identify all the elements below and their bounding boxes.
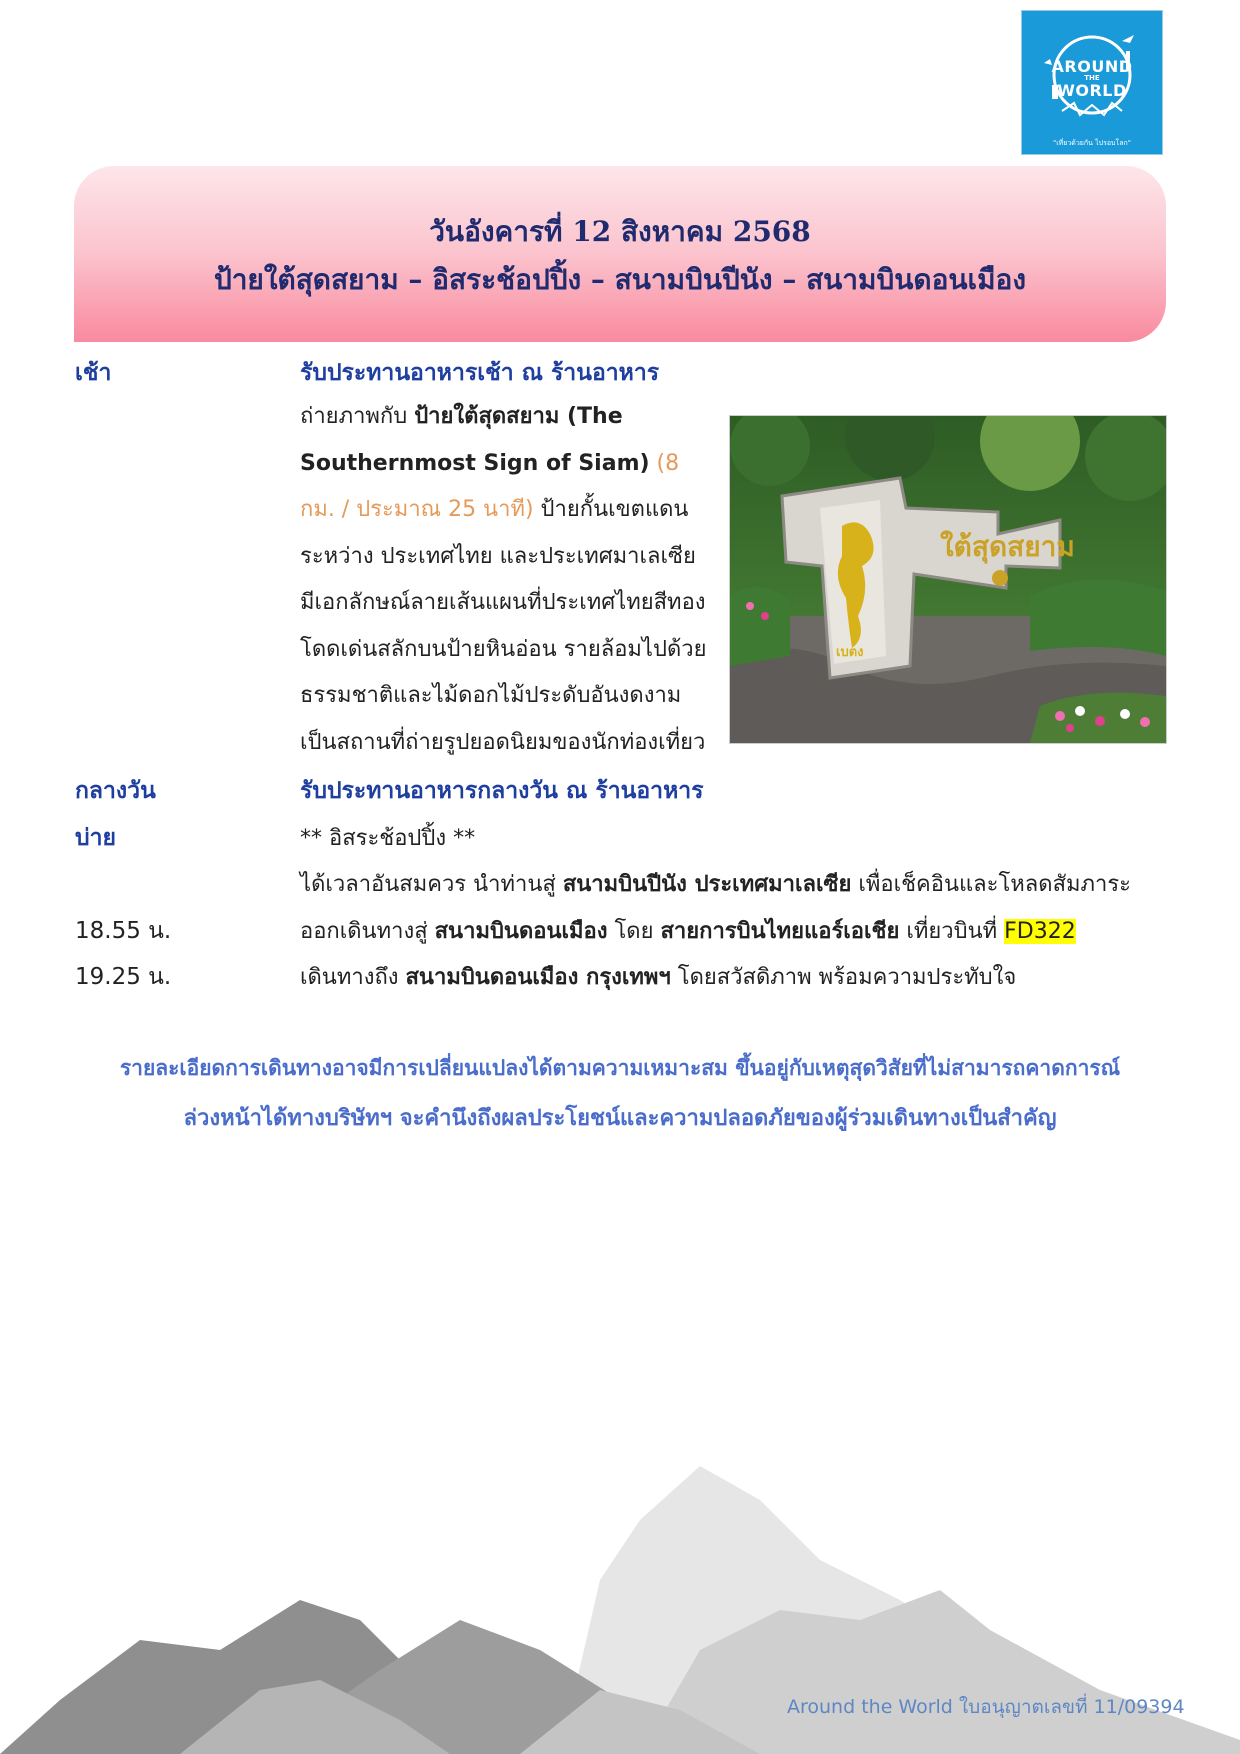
notice-line-1: รายละเอียดการเดินทางอาจมีการเปลี่ยนแปลงได้ตามความเหมาะสม ขึ้นอยู่กับเหตุสุดวิสัยที่ไม่สามารถคาดการณ์ [119, 1056, 1121, 1080]
transfer-pre: ได้เวลาอันสมควร นำท่านสู่ [300, 872, 563, 897]
arrive-pre: เดินทางถึง [300, 965, 406, 990]
depart-airline: สายการบินไทยแอร์เอเชีย [660, 919, 900, 944]
logo-text-world: WORLD [1057, 81, 1127, 100]
logo-text-the: THE [1084, 74, 1100, 82]
depart-line [300, 913, 1076, 948]
depart-flight-pre: เที่ยวบินที่ [899, 919, 1005, 944]
flight-number-highlight: FD322 [1004, 919, 1076, 944]
day-header-banner [74, 166, 1166, 342]
depart-pre: ออกเดินทางสู่ [300, 919, 435, 944]
lunch-text: รับประทานอาหารกลางวัน ณ ร้านอาหาร [300, 778, 704, 804]
license-footer: Around the World ใบอนุญาตเลขที่ 11/09394 [787, 1696, 1185, 1718]
day-date-title: วันอังคารที่ 12 สิงหาคม 2568 [429, 215, 811, 248]
arrive-line [300, 959, 1016, 994]
notice-line-2: ล่วงหน้าได้ทางบริษัทฯ จะคำนึงถึงผลประโยชน์และความปลอดภัยของผู้ร่วมเดินทางเป็นสำคัญ [183, 1106, 1057, 1131]
label-noon: กลางวัน [75, 778, 156, 804]
photo-map-text: เบตง [836, 645, 864, 660]
depart-airport: สนามบินดอนเมือง [434, 919, 608, 944]
arrive-airport: สนามบินดอนเมือง กรุงเทพฯ [405, 965, 671, 990]
transfer-line [300, 866, 1131, 901]
logo-text-around: AROUND [1051, 57, 1133, 76]
arrive-time: 19.25 น. [75, 964, 172, 990]
desc-body: ป้ายกั้นเขตแดนระหว่าง ประเทศไทย และประเทศมาเลเซีย มีเอกลักษณ์ลายเส้นแผนที่ประเทศไทยสีทอง โดดเด่นสลักบนป้ายหินอ่อน รายล้อมไปด้วยธรรมชาติและไม้ดอกไม้ประดับอันงดงาม เป็นสถานที่ถ่ายรูปยอดนิยมของนักท่องเที่ยว [300, 497, 707, 755]
label-morning: เช้า [75, 360, 112, 386]
company-logo [1021, 10, 1163, 155]
attraction-description [300, 394, 712, 766]
transfer-airport: สนามบินปีนัง ประเทศมาเลเซีย [562, 872, 852, 897]
transfer-post: เพื่อเช็คอินและโหลดสัมภาระ [851, 872, 1131, 897]
desc-distance: (8 กม. / ประมาณ 25 นาที) [300, 450, 680, 522]
depart-time: 18.55 น. [75, 918, 172, 944]
desc-intro: ถ่ายภาพกับ [300, 404, 415, 429]
logo-tagline: "เที่ยวด้วยกัน ไปรอบโลก" [1053, 139, 1131, 147]
free-shopping-text: ** อิสระช้อปปิ้ง ** [300, 826, 476, 851]
desc-place: ป้ายใต้สุดสยาม (The Southernmost Sign of Siam) [300, 404, 650, 476]
depart-mid: โดย [607, 919, 661, 944]
southernmost-sign-photo [729, 415, 1167, 744]
label-afternoon: บ่าย [75, 825, 116, 851]
breakfast-text: รับประทานอาหารเช้า ณ ร้านอาหาร [300, 360, 660, 386]
day-route-title: ป้ายใต้สุดสยาม – อิสระช้อปปิ้ง – สนามบินปีนัง – สนามบินดอนเมือง [213, 263, 1027, 296]
photo-sign-text: ใต้สุดสยาม [940, 530, 1075, 563]
arrive-post: โดยสวัสดิภาพ พร้อมความประทับใจ [670, 965, 1017, 990]
